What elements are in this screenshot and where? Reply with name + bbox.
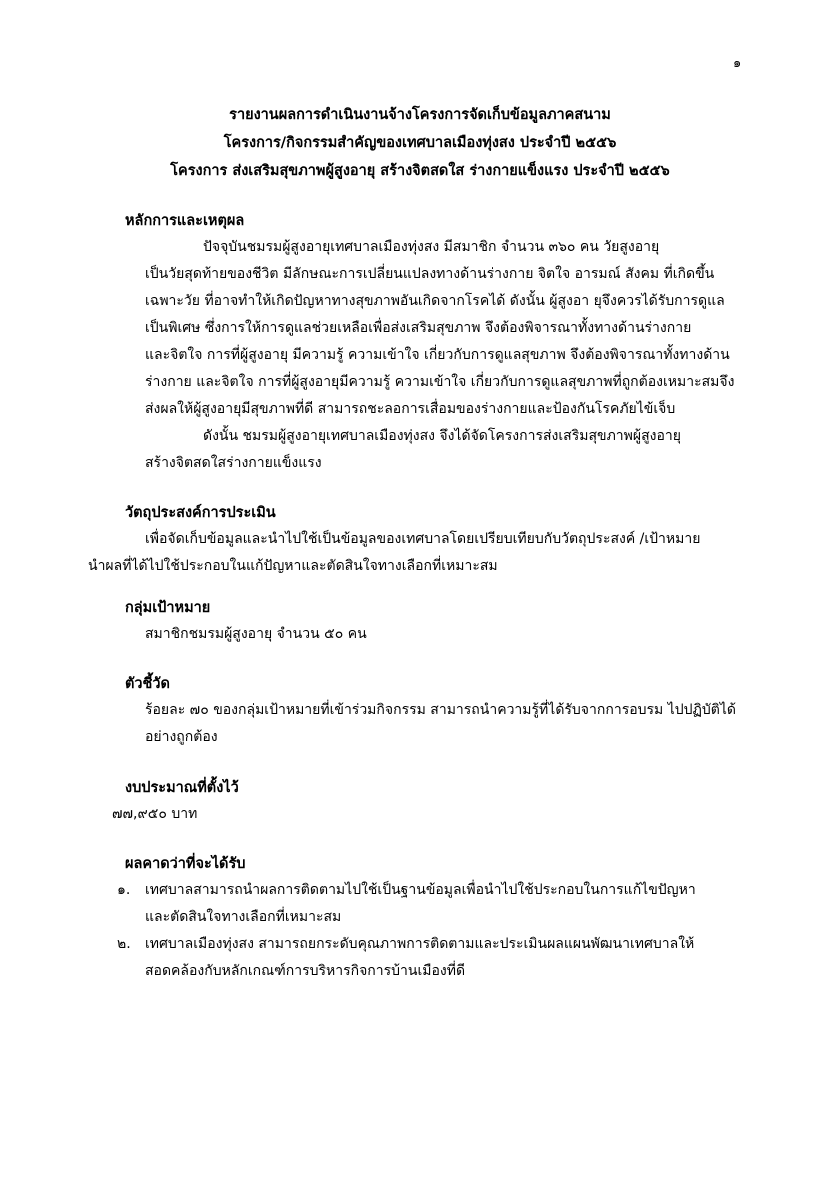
budget-heading: งบประมาณที่ตั้งไว้	[125, 780, 239, 796]
rationale-line: เป็นพิเศษ ซึ่งการให้การดูแลช่วยเหลือเพื่อส่งเสริมสุขภาพ จึงต้องพิจารณาทั้งทางด้านร่างกาย	[145, 320, 692, 336]
expected-item-line: เทศบาลสามารถนำผลการติดตามไปใช้เป็นฐานข้อมูลเพื่อนำไปใช้ประกอบในการแก้ไขปัญหา	[145, 882, 696, 898]
expected-item-number: ๑.	[117, 882, 131, 898]
target-line: สมาชิกชมรมผู้สูงอายุ จำนวน ๕๐ คน	[145, 626, 367, 642]
expected-item-number: ๒.	[117, 936, 131, 952]
rationale-line: เฉพาะวัย ที่อาจทำให้เกิดปัญหาทางสุขภาพอันเกิดจากโรคได้ ดังนั้น ผู้สูงอา ยุจึงควรได้รับการดูแล	[145, 293, 725, 309]
rationale-line: ปัจจุบันชมรมผู้สูงอายุเทศบาลเมืองทุ่งสง มีสมาชิก จำนวน ๓๖๐ คน วัยสูงอายุ	[203, 239, 660, 255]
report-title-line-3: โครงการ ส่งเสริมสุขภาพผู้สูงอายุ สร้างจิตสดใส ร่างกายแข็งแรง ประจำปี ๒๕๕๖	[170, 163, 670, 179]
report-title-line-2: โครงการ/กิจกรรมสำคัญของเทศบาลเมืองทุ่งสง ประจำปี ๒๕๕๖	[223, 135, 617, 151]
rationale-line: ส่งผลให้ผู้สูงอายุมีสุขภาพที่ดี สามารถชะลอการเสื่อมของร่างกายและป้องกันโรคภัยไข้เจ็บ	[145, 401, 676, 417]
indicator-line: ร้อยละ ๗๐ ของกลุ่มเป้าหมายที่เข้าร่วมกิจกรรม สามารถนำความรู้ที่ได้รับจากการอบรม ไปปฏิบัติได้	[145, 702, 737, 718]
expected-item-line: และตัดสินใจทางเลือกที่เหมาะสม	[145, 909, 342, 925]
objective-line: เพื่อจัดเก็บข้อมูลและนำไปใช้เป็นข้อมูลของเทศบาลโดยเปรียบเทียบกับวัตถุประสงค์ /เป้าหมาย	[145, 531, 701, 547]
expected-item-line: เทศบาลเมืองทุ่งสง สามารถยกระดับคุณภาพการติดตามและประเมินผลแผนพัฒนาเทศบาลให้	[145, 936, 695, 952]
rationale-line: และจิตใจ การที่ผู้สูงอายุ มีความรู้ ความเข้าใจ เกี่ยวกับการดูแลสุขภาพ จึงต้องพิจารณาทั้งทางด้าน	[145, 347, 730, 363]
page-number: ๑	[733, 56, 742, 71]
budget-amount: ๗๗,๙๕๐ บาท	[112, 806, 198, 822]
rationale-line: ร่างกาย และจิตใจ การที่ผู้สูงอายุมีความรู้ ความเข้าใจ เกี่ยวกับการดูแลสุขภาพที่ถูกต้องเหมาะสมจึง	[145, 374, 735, 390]
rationale-line: เป็นวัยสุดท้ายของชีวิต มีลักษณะการเปลี่ยนแปลงทางด้านร่างกาย จิตใจ อารมณ์ สังคม ที่เกิดขึ้น	[145, 266, 715, 282]
objective-heading: วัตถุประสงค์การประเมิน	[125, 505, 276, 521]
indicator-heading: ตัวชี้วัด	[125, 676, 170, 692]
report-title-line-1: รายงานผลการดำเนินงานจ้างโครงการจัดเก็บข้อมูลภาคสนาม	[229, 107, 611, 123]
target-heading: กลุ่มเป้าหมาย	[125, 600, 211, 616]
expected-heading: ผลคาดว่าที่จะได้รับ	[125, 856, 246, 872]
rationale-heading: หลักการและเหตุผล	[125, 213, 245, 229]
rationale-line: ดังนั้น ชมรมผู้สูงอายุเทศบาลเมืองทุ่งสง จึงได้จัดโครงการส่งเสริมสุขภาพผู้สูงอายุ	[203, 428, 681, 444]
rationale-line: สร้างจิตสดใสร่างกายแข็งแรง	[145, 455, 322, 471]
indicator-line: อย่างถูกต้อง	[145, 729, 218, 745]
expected-item-line: สอดคล้องกับหลักเกณฑ์การบริหารกิจการบ้านเมืองที่ดี	[145, 963, 466, 979]
objective-line: นำผลที่ได้ไปใช้ประกอบในแก้ปัญหาและตัดสินใจทางเลือกที่เหมาะสม	[88, 558, 498, 574]
